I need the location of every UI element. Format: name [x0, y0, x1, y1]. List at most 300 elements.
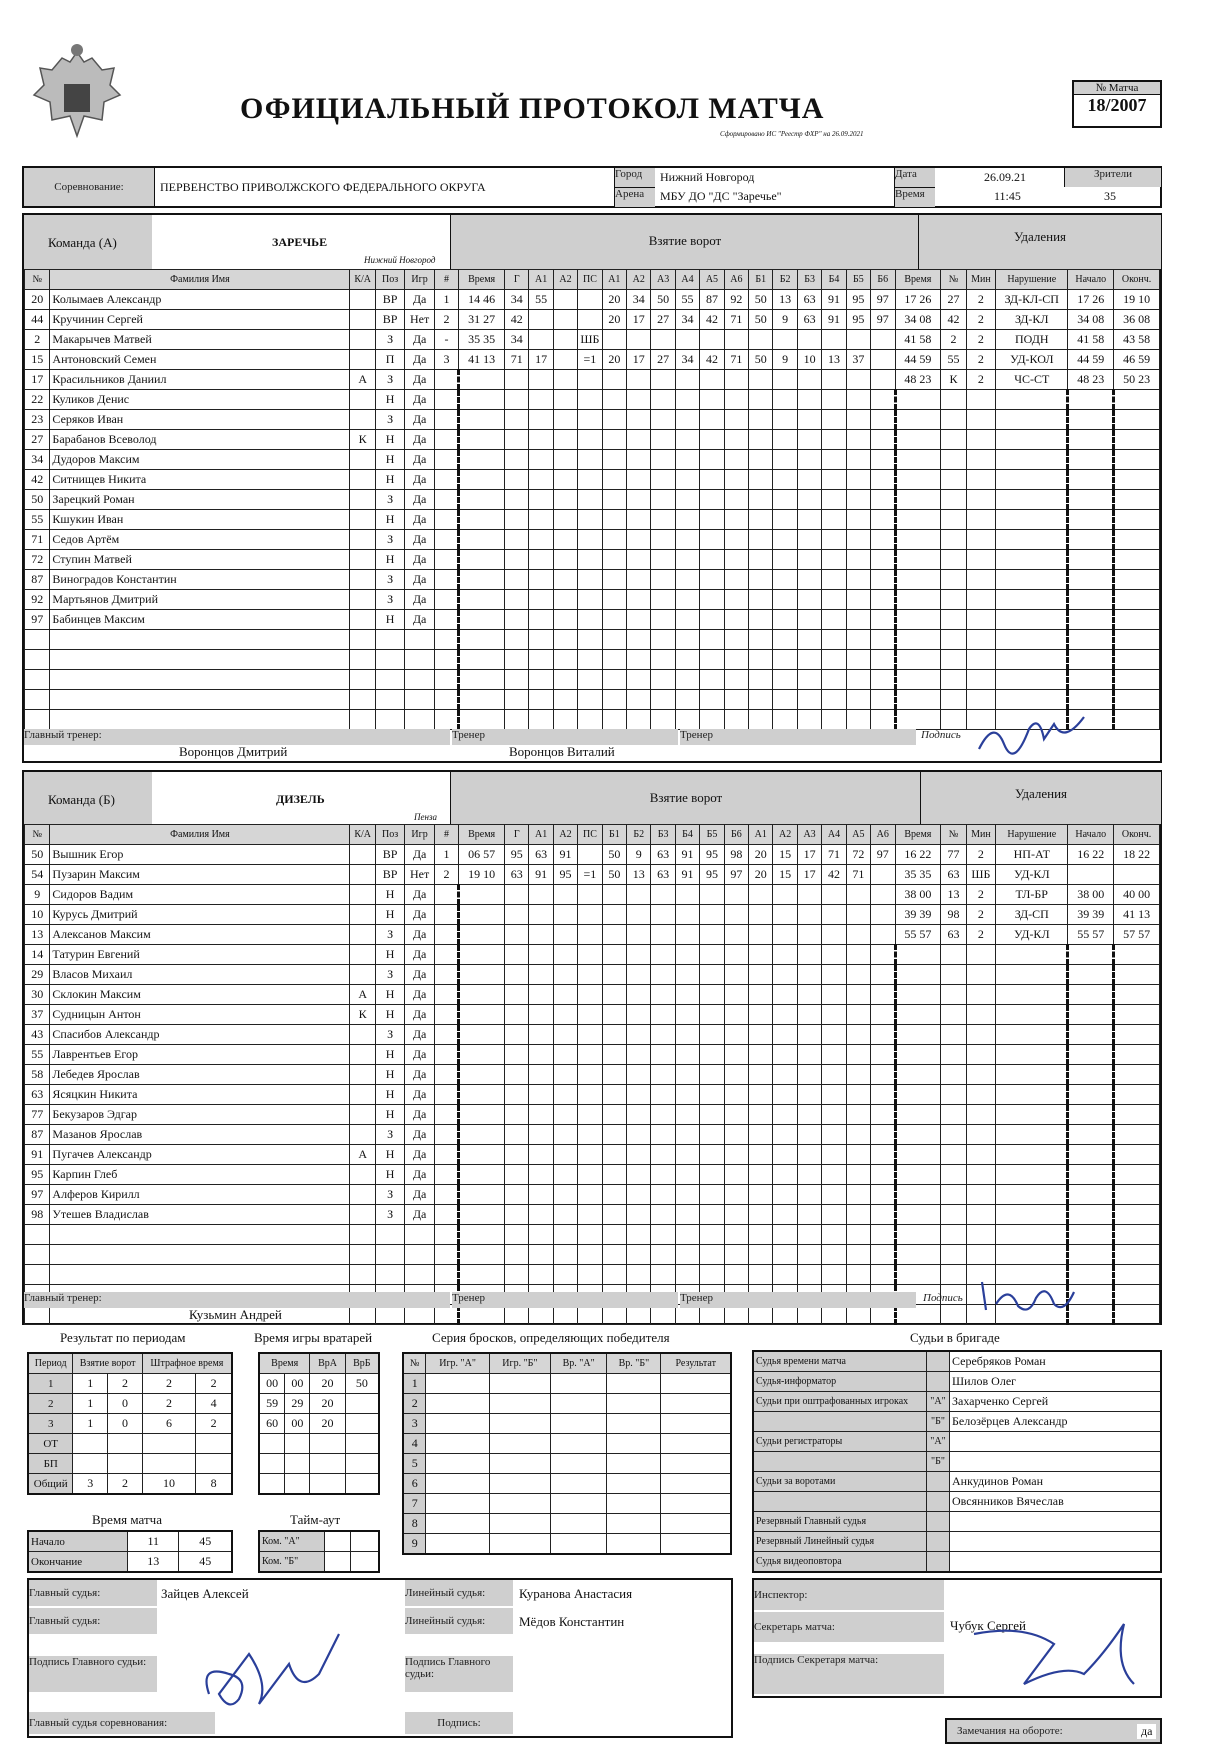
goal-col-header: Б1	[602, 825, 626, 845]
goal-cell	[846, 570, 870, 590]
goal-cell	[797, 1085, 821, 1105]
goal-cell	[749, 1225, 773, 1245]
player-name: Ступин Матвей	[50, 550, 350, 570]
player-position: Н	[375, 430, 404, 450]
match-end-label: Окончание	[28, 1552, 128, 1573]
goal-cell	[700, 1205, 724, 1225]
goal-cell	[724, 1185, 748, 1205]
penalty-start	[1068, 1065, 1114, 1085]
goal-cell	[553, 965, 577, 985]
player-number	[25, 1245, 50, 1265]
goal-number	[434, 570, 458, 590]
results-row	[28, 1374, 232, 1394]
goal-cell	[651, 370, 675, 390]
official-name: Серебряков Роман	[950, 1351, 1162, 1372]
goal-cell	[553, 450, 577, 470]
goal-col-header: #	[434, 270, 458, 290]
penalty-time: 38 00	[895, 885, 941, 905]
goal-cell	[724, 1245, 748, 1265]
penalty-start: 38 00	[1068, 885, 1114, 905]
player-name: Склокин Максим	[50, 985, 350, 1005]
team-b-label-cell	[24, 772, 152, 824]
goal-cell: 63	[651, 865, 675, 885]
goal-cell: 91	[553, 845, 577, 865]
goal-cell	[529, 590, 553, 610]
goal-cell	[871, 965, 895, 985]
goal-number	[434, 1245, 458, 1265]
goal-cell	[871, 650, 895, 670]
goal-cell	[871, 1125, 895, 1145]
player-played: Да	[405, 290, 434, 310]
goal-cell	[651, 1245, 675, 1265]
goal-cell	[627, 330, 651, 350]
penalty-infraction: ЗД-СП	[996, 905, 1068, 925]
linesman-label-1: Линейный судья:	[405, 1580, 513, 1606]
goal-cell	[529, 1025, 553, 1045]
goal-number	[434, 1125, 458, 1145]
penalty-infraction	[996, 550, 1068, 570]
team-a-signature	[974, 709, 1094, 759]
goal-time	[459, 1105, 505, 1125]
goal-cell	[553, 985, 577, 1005]
goal-cell	[749, 330, 773, 350]
goal-cell	[675, 1125, 699, 1145]
goalie-value: 20	[310, 1374, 345, 1394]
penalty-minutes	[966, 1105, 995, 1125]
goal-cell	[602, 1145, 626, 1165]
penalty-start: 34 08	[1068, 310, 1114, 330]
penalty-start	[1068, 1085, 1114, 1105]
goal-cell	[797, 510, 821, 530]
player-row	[25, 470, 1160, 490]
goal-col-header: А1	[529, 270, 553, 290]
penalty-start	[1068, 670, 1114, 690]
goal-cell	[578, 1165, 602, 1185]
player-name	[50, 1245, 350, 1265]
player-name: Власов Михаил	[50, 965, 350, 985]
penalty-time: 48 23	[895, 370, 941, 390]
goal-number	[434, 490, 458, 510]
player-number	[25, 1225, 50, 1245]
date-value: 26.09.21	[984, 170, 1026, 184]
goal-col-header: Б1	[749, 270, 773, 290]
competition-label: Соревнование:	[24, 168, 155, 206]
player-name	[50, 690, 350, 710]
penalty-minutes	[966, 490, 995, 510]
goal-col-header: ПС	[578, 825, 602, 845]
goal-cell	[553, 1205, 577, 1225]
shootout-cell	[426, 1474, 489, 1494]
penalty-time	[895, 530, 941, 550]
penalty-player	[941, 945, 966, 965]
official-tag	[927, 1512, 950, 1532]
player-row	[25, 945, 1160, 965]
goal-cell	[651, 1025, 675, 1045]
goal-cell	[871, 925, 895, 945]
goal-cell: 50	[749, 310, 773, 330]
goal-time	[459, 590, 505, 610]
goal-cell: 63	[651, 845, 675, 865]
penalty-infraction	[996, 410, 1068, 430]
goal-cell	[749, 985, 773, 1005]
goal-cell: 20	[602, 310, 626, 330]
goalie-value: 29	[285, 1394, 310, 1414]
shootout-cell	[489, 1394, 550, 1414]
goal-cell: 98	[724, 845, 748, 865]
goal-cell	[578, 610, 602, 630]
penalty-infraction	[996, 430, 1068, 450]
penalty-time	[895, 610, 941, 630]
goal-cell	[871, 1245, 895, 1265]
penalty-player: 63	[941, 865, 966, 885]
goal-cell: 63	[529, 845, 553, 865]
penalty-time	[895, 1005, 941, 1025]
player-number: 42	[25, 470, 50, 490]
goal-cell	[627, 1205, 651, 1225]
goal-number	[434, 1205, 458, 1225]
goal-time	[459, 1045, 505, 1065]
goal-cell	[871, 985, 895, 1005]
penalty-infraction	[996, 630, 1068, 650]
goal-cell: 95	[700, 865, 724, 885]
goal-cell	[773, 1125, 797, 1145]
player-played: Да	[405, 1085, 434, 1105]
goal-cell	[846, 330, 870, 350]
player-played: Да	[405, 1165, 434, 1185]
goal-cell	[773, 1165, 797, 1185]
goal-cell	[822, 1185, 846, 1205]
goal-cell	[505, 885, 529, 905]
goal-cell	[797, 490, 821, 510]
penalty-time	[895, 1025, 941, 1045]
goal-number: 1	[434, 845, 458, 865]
results-row	[28, 1434, 232, 1454]
goal-cell	[773, 450, 797, 470]
goal-time	[459, 985, 505, 1005]
goal-cell	[822, 1265, 846, 1285]
goal-number	[434, 370, 458, 390]
goal-cell	[651, 690, 675, 710]
goal-cell	[846, 965, 870, 985]
results-value	[73, 1434, 108, 1454]
goal-number	[434, 470, 458, 490]
player-played	[405, 710, 434, 730]
goal-cell	[871, 550, 895, 570]
team-a-coach2-label: Тренер	[680, 729, 916, 745]
goal-time	[459, 490, 505, 510]
penalty-end	[1114, 710, 1160, 730]
goal-cell	[773, 1245, 797, 1265]
results-period: БП	[28, 1454, 73, 1474]
goal-cell: 92	[724, 290, 748, 310]
goal-cell	[700, 1225, 724, 1245]
penalty-time	[895, 470, 941, 490]
goal-cell	[822, 710, 846, 730]
penalty-minutes	[966, 470, 995, 490]
penalty-infraction: ЧС-СТ	[996, 370, 1068, 390]
player-number	[25, 1265, 50, 1285]
goal-cell	[627, 470, 651, 490]
shootout-cell	[661, 1534, 731, 1555]
goal-cell	[749, 925, 773, 945]
goal-time	[459, 690, 505, 710]
goal-cell	[749, 670, 773, 690]
player-name: Мартьянов Дмитрий	[50, 590, 350, 610]
official-role: Судья времени матча	[753, 1351, 927, 1372]
match-number: 18/2007	[1087, 95, 1147, 115]
goal-col-header: А4	[822, 825, 846, 845]
penalty-minutes: 2	[966, 885, 995, 905]
penalty-player: 42	[941, 310, 966, 330]
penalty-infraction	[996, 650, 1068, 670]
penalty-minutes	[966, 690, 995, 710]
results-value	[196, 1454, 232, 1474]
results-period: 2	[28, 1394, 73, 1414]
goal-cell	[773, 330, 797, 350]
penalty-start	[1068, 985, 1114, 1005]
player-name: Седов Артём	[50, 530, 350, 550]
penalty-player	[941, 530, 966, 550]
penalty-end	[1114, 590, 1160, 610]
goal-cell	[871, 330, 895, 350]
goal-time	[459, 630, 505, 650]
goal-cell	[651, 510, 675, 530]
goal-cell	[749, 650, 773, 670]
goalie-value: 20	[310, 1394, 345, 1414]
goal-cell	[773, 390, 797, 410]
goal-cell	[846, 610, 870, 630]
goalie-value	[310, 1474, 345, 1495]
penalty-time	[895, 670, 941, 690]
player-captain-mark: К	[350, 1005, 375, 1025]
goal-cell	[529, 985, 553, 1005]
official-tag	[927, 1492, 950, 1512]
penalty-start	[1068, 1225, 1114, 1245]
goal-cell	[505, 1105, 529, 1125]
goal-cell	[627, 530, 651, 550]
player-position: Н	[375, 1005, 404, 1025]
penalty-minutes: 2	[966, 350, 995, 370]
official-row	[753, 1512, 1161, 1532]
official-row	[753, 1412, 1161, 1432]
goal-cell	[822, 550, 846, 570]
goalie-value	[345, 1474, 379, 1495]
player-number: 50	[25, 490, 50, 510]
goal-cell	[627, 925, 651, 945]
goal-cell	[651, 945, 675, 965]
penalty-minutes: 2	[966, 905, 995, 925]
player-name: Куликов Денис	[50, 390, 350, 410]
goal-cell	[846, 510, 870, 530]
results-row	[28, 1474, 232, 1495]
player-captain-mark	[350, 350, 375, 370]
penalty-end	[1114, 570, 1160, 590]
player-row	[25, 310, 1160, 330]
shootout-cell	[551, 1434, 607, 1454]
goal-time	[459, 1145, 505, 1165]
goal-cell	[578, 1065, 602, 1085]
linesman-2: Мёдов Константин	[519, 1614, 625, 1629]
player-name: Дудоров Максим	[50, 450, 350, 470]
goal-cell: 9	[773, 310, 797, 330]
goal-cell	[773, 945, 797, 965]
penalty-infraction	[996, 450, 1068, 470]
official-name	[950, 1432, 1162, 1452]
shootout-cell	[489, 1494, 550, 1514]
goal-cell	[822, 1085, 846, 1105]
goal-cell	[627, 590, 651, 610]
player-row	[25, 370, 1160, 390]
goal-cell	[749, 530, 773, 550]
goal-cell	[578, 1105, 602, 1125]
player-number: 87	[25, 570, 50, 590]
goalie-a-header: ВрА	[310, 1353, 345, 1374]
shootout-col-header: Вр. "Б"	[607, 1353, 661, 1374]
player-position	[375, 630, 404, 650]
penalty-infraction	[996, 610, 1068, 630]
penalty-start	[1068, 490, 1114, 510]
penalty-player	[941, 1025, 966, 1045]
shootout-number: 8	[403, 1514, 426, 1534]
player-name: Спасибов Александр	[50, 1025, 350, 1045]
penalty-player	[941, 410, 966, 430]
goal-cell	[578, 1045, 602, 1065]
goal-cell	[578, 290, 602, 310]
goal-cell	[871, 1225, 895, 1245]
col-position-header: Поз	[375, 270, 404, 290]
city-value: Нижний Новгород	[660, 170, 755, 184]
goal-cell	[553, 1185, 577, 1205]
penalty-end: 43 58	[1114, 330, 1160, 350]
shootout-col-header: Вр. "А"	[551, 1353, 607, 1374]
goal-cell	[578, 1005, 602, 1025]
goal-cell	[871, 390, 895, 410]
goal-cell	[700, 1045, 724, 1065]
penalty-minutes	[966, 1125, 995, 1145]
goal-cell	[578, 430, 602, 450]
shootout-cell	[551, 1494, 607, 1514]
goalie-row	[259, 1434, 379, 1454]
player-row	[25, 985, 1160, 1005]
goal-number: -	[434, 330, 458, 350]
goal-cell	[822, 1025, 846, 1045]
team-b-head-coach-label: Главный тренер:	[24, 1292, 450, 1308]
goal-cell	[627, 1145, 651, 1165]
player-position: З	[375, 1125, 404, 1145]
goal-cell	[553, 945, 577, 965]
official-role	[753, 1492, 927, 1512]
goal-cell	[846, 1245, 870, 1265]
goal-cell	[553, 1265, 577, 1285]
goal-cell: 97	[871, 290, 895, 310]
player-position: Н	[375, 510, 404, 530]
goal-cell: 91	[675, 845, 699, 865]
goal-cell	[651, 650, 675, 670]
goal-cell	[651, 985, 675, 1005]
goal-cell: 27	[651, 350, 675, 370]
results-row	[28, 1414, 232, 1434]
goal-cell	[578, 510, 602, 530]
goal-cell	[553, 1225, 577, 1245]
goal-cell	[553, 1105, 577, 1125]
penalty-player	[941, 550, 966, 570]
goal-cell	[529, 670, 553, 690]
player-played	[405, 1225, 434, 1245]
goal-cell	[651, 1105, 675, 1125]
goal-cell	[797, 925, 821, 945]
goal-time: 31 27	[459, 310, 505, 330]
goal-cell	[822, 1145, 846, 1165]
player-number: 54	[25, 865, 50, 885]
goal-cell	[529, 965, 553, 985]
goal-cell	[602, 450, 626, 470]
goal-cell	[700, 330, 724, 350]
results-table	[27, 1352, 233, 1495]
penalty-start	[1068, 1145, 1114, 1165]
player-played	[405, 1265, 434, 1285]
player-row	[25, 290, 1160, 310]
goal-cell: 15	[773, 845, 797, 865]
penalty-start	[1068, 650, 1114, 670]
goal-cell	[822, 1245, 846, 1265]
goal-cell	[797, 945, 821, 965]
goalie-row	[259, 1474, 379, 1495]
match-time-title: Время матча	[92, 1512, 162, 1527]
goal-cell	[627, 1165, 651, 1185]
goal-cell	[797, 1065, 821, 1085]
goal-cell	[627, 1125, 651, 1145]
penalty-time	[895, 690, 941, 710]
goal-cell: 55	[675, 290, 699, 310]
goal-col-header: Б5	[700, 825, 724, 845]
player-row	[25, 1005, 1160, 1025]
goal-cell	[602, 1245, 626, 1265]
player-captain-mark	[350, 925, 375, 945]
player-row	[25, 1185, 1160, 1205]
col-position-header: Поз	[375, 825, 404, 845]
shootout-title: Серия бросков, определяющих победителя	[432, 1330, 670, 1345]
penalty-player	[941, 985, 966, 1005]
penalty-infraction	[996, 1105, 1068, 1125]
official-role: Резервный Линейный судья	[753, 1532, 927, 1552]
official-name: Белозёрцев Александр	[950, 1412, 1162, 1432]
penalty-start: 39 39	[1068, 905, 1114, 925]
goal-cell	[675, 410, 699, 430]
goal-cell	[627, 885, 651, 905]
player-row	[25, 1145, 1160, 1165]
penalty-time: 35 35	[895, 865, 941, 885]
goal-cell	[822, 670, 846, 690]
penalty-time	[895, 945, 941, 965]
shootout-cell	[551, 1374, 607, 1394]
goal-cell	[505, 630, 529, 650]
goal-cell	[578, 570, 602, 590]
results-row	[28, 1394, 232, 1414]
goal-cell	[651, 1185, 675, 1205]
goal-time	[459, 450, 505, 470]
goalie-value	[310, 1434, 345, 1454]
goal-cell	[529, 945, 553, 965]
penalty-minutes	[966, 1245, 995, 1265]
penalty-infraction	[996, 1025, 1068, 1045]
penalty-start	[1068, 945, 1114, 965]
penalty-minutes	[966, 410, 995, 430]
goal-cell	[505, 945, 529, 965]
penalty-player	[941, 710, 966, 730]
goal-cell	[749, 905, 773, 925]
player-row	[25, 410, 1160, 430]
results-value	[196, 1434, 232, 1454]
